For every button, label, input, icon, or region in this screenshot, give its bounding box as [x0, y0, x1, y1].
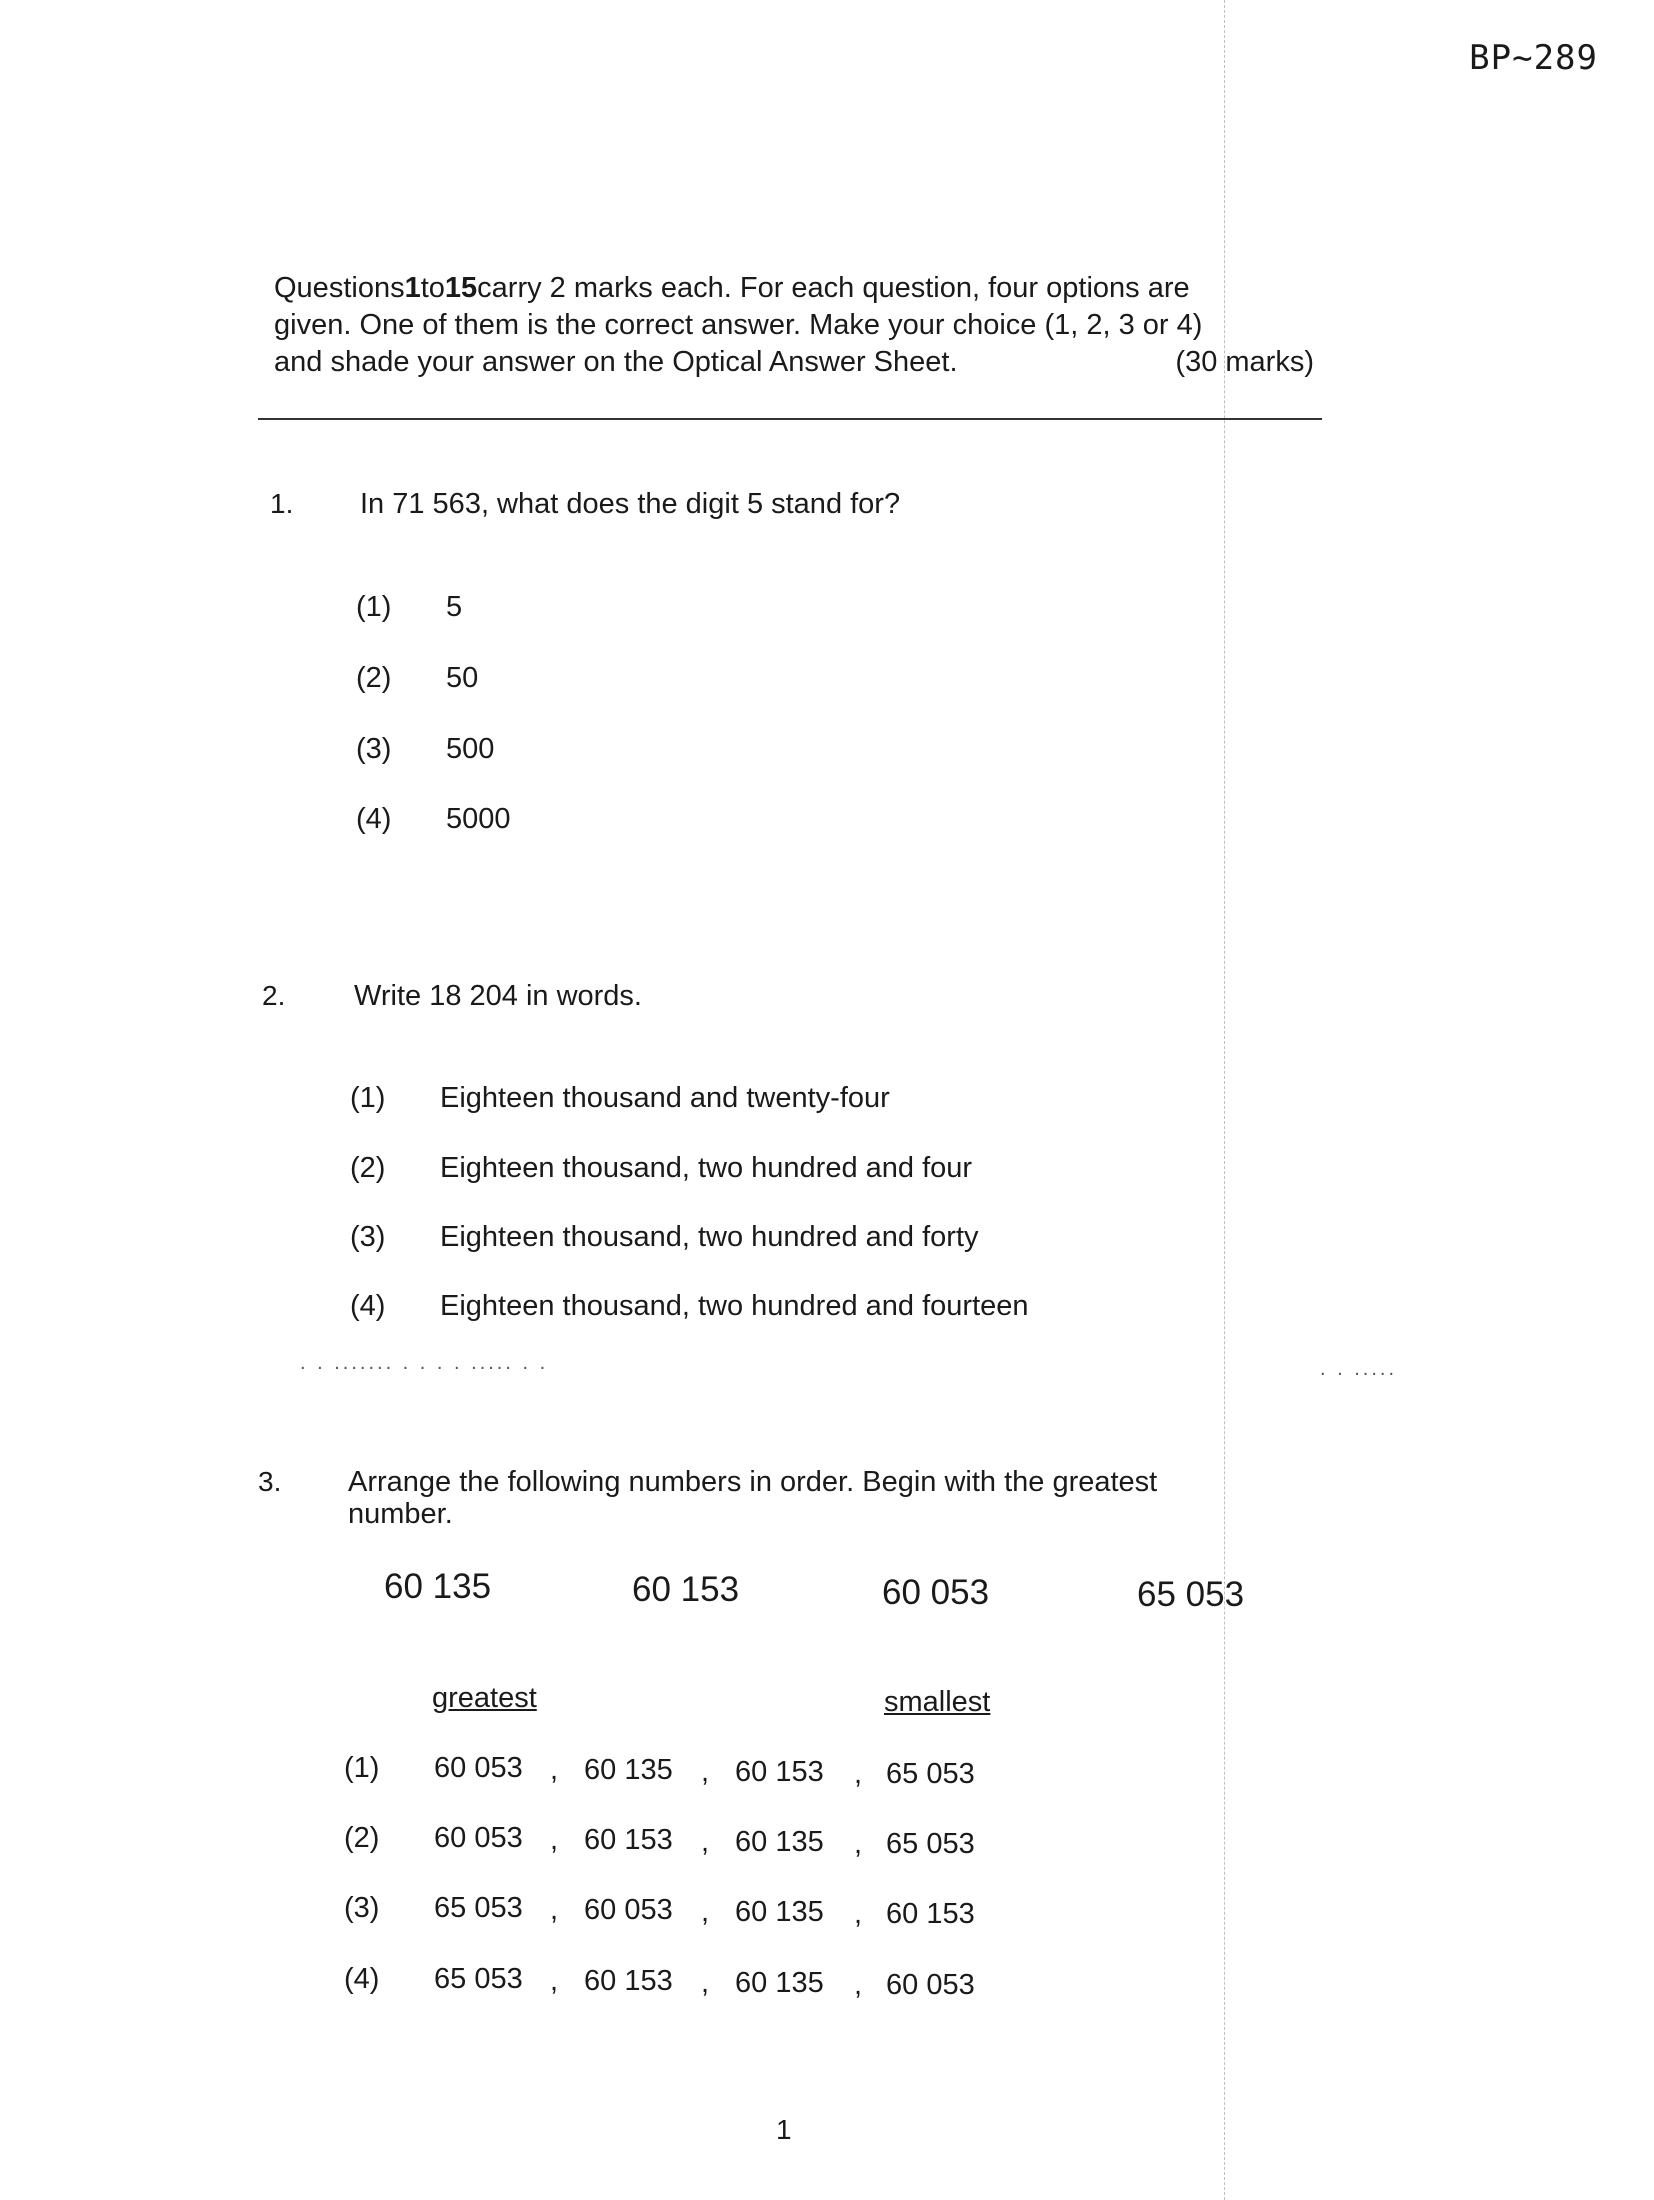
instructions-text: carry 2 marks each. For each question, four options are	[477, 272, 1190, 304]
q3-comma: ,	[701, 1826, 710, 1858]
q3-option-1-label: (1)	[344, 1752, 380, 1784]
q3-option-3-value-3: 60 135	[735, 1896, 824, 1928]
q3-comma: ,	[701, 1756, 710, 1788]
question-3-text	[348, 1466, 1304, 1530]
q3-comma: ,	[854, 1828, 863, 1860]
q3-header-smallest: smallest	[884, 1686, 991, 1718]
instructions-line-2: given. One of them is the correct answer. Make your choice (1, 2, 3 or 4)	[274, 309, 1203, 341]
q3-option-2-value-4: 65 053	[886, 1828, 975, 1860]
q3-option-1-value-2: 60 135	[584, 1754, 673, 1786]
q3-comma: ,	[701, 1896, 710, 1928]
q3-option-2-value-2: 60 153	[584, 1824, 673, 1856]
q2-option-4-text: Eighteen thousand, two hundred and fourteen	[440, 1290, 1029, 1322]
q3-comma: ,	[854, 1898, 863, 1930]
q2-option-4-label: (4)	[350, 1290, 386, 1322]
q3-number-4: 65 053	[1137, 1575, 1245, 1614]
q3-option-2-value-3: 60 135	[735, 1826, 824, 1858]
q3-option-3-value-2: 60 053	[584, 1894, 673, 1926]
q3-comma: ,	[550, 1824, 559, 1856]
q1-option-3-text: 500	[446, 733, 495, 765]
instructions	[274, 270, 1314, 381]
q3-option-4-value-3: 60 135	[735, 1967, 824, 1999]
q3-option-1-value-1: 60 053	[434, 1752, 523, 1784]
question-1-text: In 71 563, what does the digit 5 stand for?	[360, 488, 901, 520]
q3-comma: ,	[701, 1967, 710, 1999]
q2-option-3-label: (3)	[350, 1221, 386, 1253]
q3-comma: ,	[550, 1965, 559, 1997]
q3-option-3-label: (3)	[344, 1892, 380, 1924]
q3-comma: ,	[854, 1969, 863, 2001]
instructions-bold: 15	[444, 272, 478, 304]
q3-option-1-value-3: 60 153	[735, 1756, 824, 1788]
question-3-text-line-2: number.	[348, 1498, 453, 1530]
q1-option-3-label: (3)	[356, 733, 392, 765]
question-3-number: 3.	[258, 1466, 282, 1497]
page-number: 1	[776, 2114, 792, 2145]
instructions-text: Questions	[274, 272, 405, 304]
scan-noise: . . .....	[1320, 1358, 1398, 1380]
q3-option-4-label: (4)	[344, 1963, 380, 1995]
q1-option-4-text: 5000	[446, 803, 511, 835]
scan-noise: . . ....... . . . . ..... . .	[300, 1352, 549, 1374]
q3-number-2: 60 153	[632, 1570, 740, 1609]
instructions-line-3	[274, 344, 1314, 381]
q2-option-2-text: Eighteen thousand, two hundred and four	[440, 1152, 973, 1184]
q3-comma: ,	[550, 1894, 559, 1926]
q3-option-2-label: (2)	[344, 1822, 380, 1854]
q1-option-2-text: 50	[446, 662, 479, 694]
q3-number-1: 60 135	[384, 1567, 492, 1606]
q3-option-3-value-4: 60 153	[886, 1898, 975, 1930]
q3-option-4-value-1: 65 053	[434, 1963, 523, 1995]
q3-header-greatest: greatest	[432, 1682, 537, 1714]
q2-option-2-label: (2)	[350, 1152, 386, 1184]
q3-option-2-value-1: 60 053	[434, 1822, 523, 1854]
q3-option-3-value-1: 65 053	[434, 1892, 523, 1924]
paper-code: BP~289	[1469, 38, 1598, 78]
divider	[258, 418, 1322, 420]
instructions-line-1	[274, 270, 1314, 307]
q3-option-4-value-4: 60 053	[886, 1969, 975, 2001]
question-3-text-line-1	[348, 1466, 1304, 1498]
q3-number-3: 60 053	[882, 1573, 990, 1612]
question-2-text: Write 18 204 in words.	[354, 980, 642, 1012]
question-1-number: 1.	[270, 488, 294, 519]
q3-comma: ,	[550, 1754, 559, 1786]
q3-option-1-value-4: 65 053	[886, 1758, 975, 1790]
q1-option-1-text: 5	[446, 591, 463, 623]
q3-comma: ,	[854, 1758, 863, 1790]
instructions-text: to	[420, 272, 445, 304]
q2-option-3-text: Eighteen thousand, two hundred and forty	[440, 1221, 979, 1253]
q2-option-1-text: Eighteen thousand and twenty-four	[440, 1082, 890, 1114]
total-marks: (30 marks)	[1175, 346, 1314, 378]
question-3-text-part: Arrange the following numbers in order. Begin with the greatest	[348, 1466, 1158, 1498]
q1-option-1-label: (1)	[356, 591, 392, 623]
question-2-number: 2.	[262, 980, 286, 1011]
q1-option-2-label: (2)	[356, 662, 392, 694]
instructions-bold: 1	[404, 272, 421, 304]
q3-option-4-value-2: 60 153	[584, 1965, 673, 1997]
q1-option-4-label: (4)	[356, 803, 392, 835]
instructions-text: and shade your answer on the Optical Answer Sheet.	[274, 346, 958, 378]
q2-option-1-label: (1)	[350, 1082, 386, 1114]
